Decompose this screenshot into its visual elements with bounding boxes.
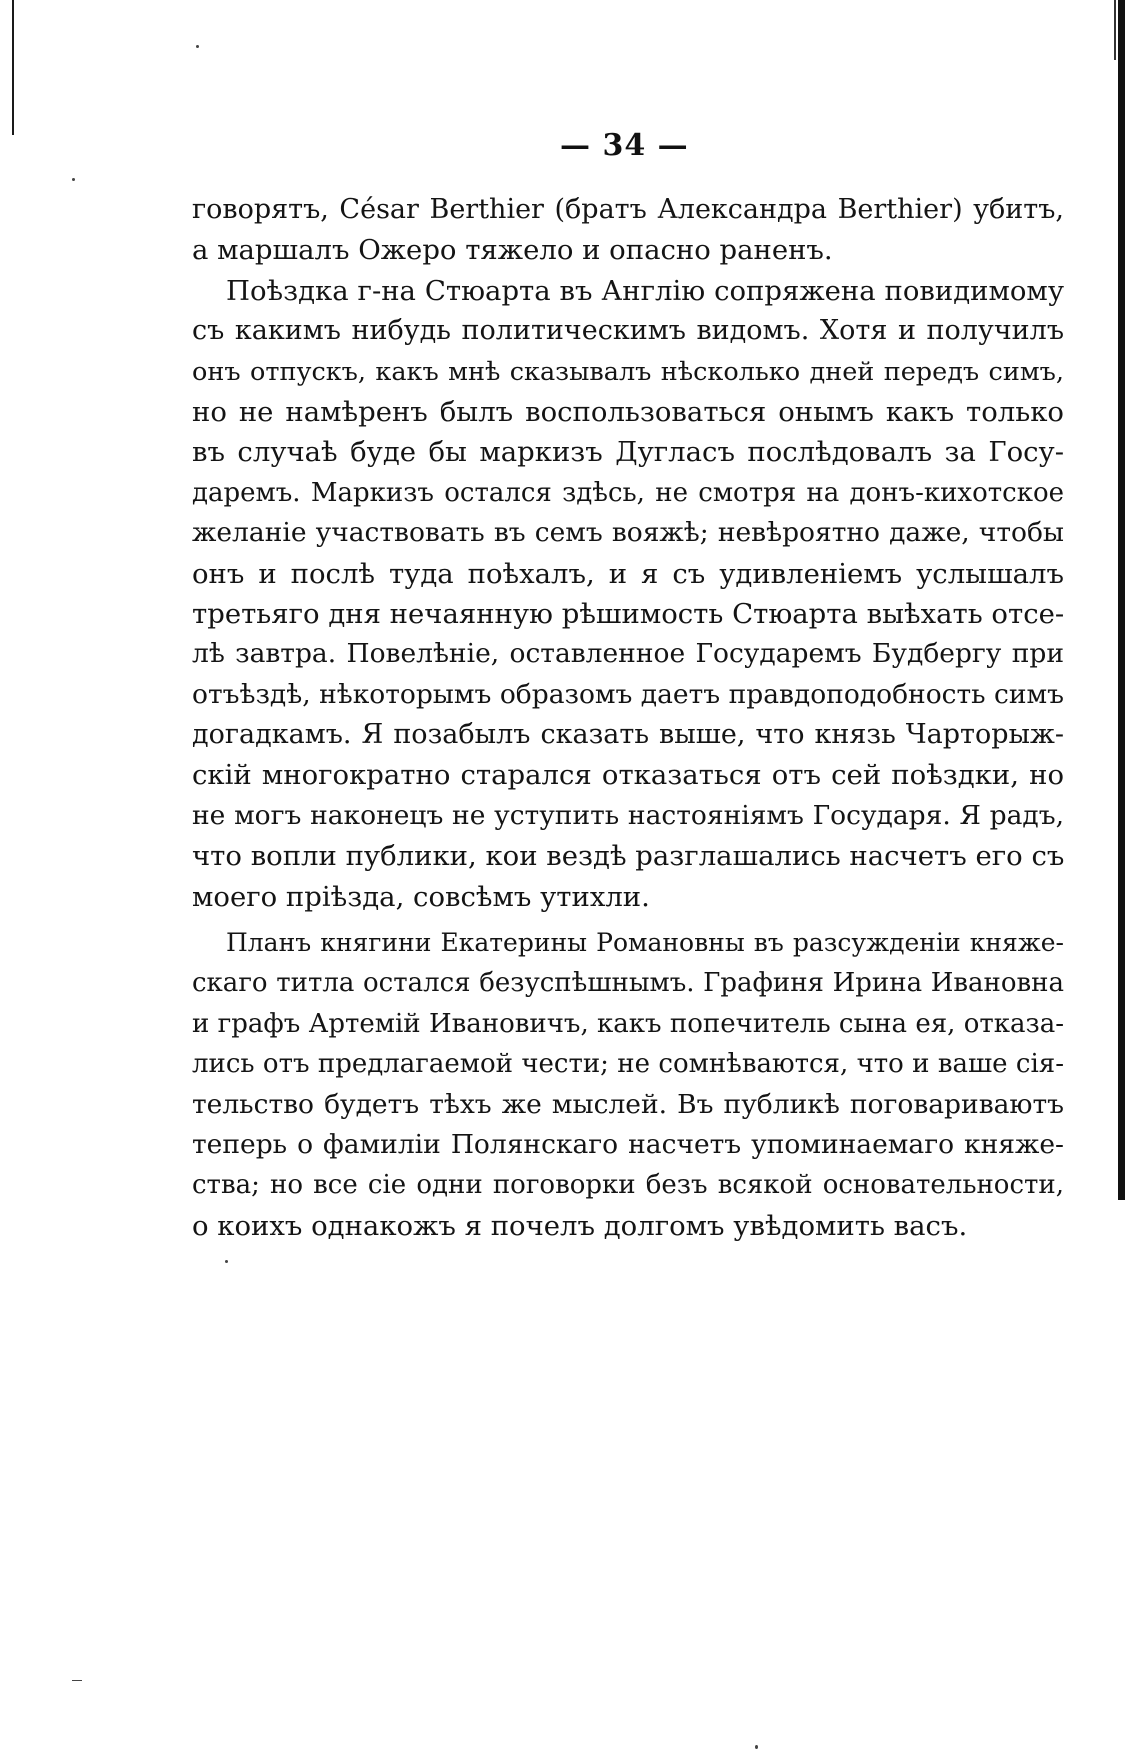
scan-edge-right-thin	[1114, 0, 1116, 60]
text-line: что вопли публики, кои вездѣ разглашались насчетъ его съ	[192, 840, 1065, 873]
scan-speck	[72, 1680, 82, 1681]
text-line: въ случаѣ буде бы маркизъ Дугласъ послѣдовалъ за Госу-	[192, 436, 1064, 469]
body-text	[192, 190, 1064, 1246]
text-line: съ какимъ нибудь политическимъ видомъ. Хотя и получилъ	[192, 315, 1064, 347]
text-line: даремъ. Маркизъ остался здѣсь, не смотря на донъ-кихотское	[192, 477, 1064, 508]
text-line: не могъ наконецъ не уступить настояніямъ Государя. Я радъ,	[192, 799, 1064, 831]
text-line: третьяго дня нечаянную рѣшимость Стюарта выѣхать отсе-	[192, 597, 1065, 630]
text-line: а маршалъ Ожеро тяжело и опасно раненъ.	[192, 234, 833, 267]
text-line: о коихъ однакожъ я почелъ долгомъ увѣдомить васъ.	[192, 1209, 968, 1242]
scan-edge-left	[12, 0, 14, 135]
paragraph	[192, 190, 1064, 271]
text-line: желаніе участвовать въ семъ вояжѣ; невѣроятно даже, чтобы	[192, 517, 1064, 549]
paragraph	[192, 923, 1064, 1246]
page-number: — 34 —	[560, 128, 689, 163]
text-line: Поѣздка г-на Стюарта въ Англію сопряжена повидимому	[226, 274, 1064, 307]
scan-edge-right	[1118, 0, 1125, 1200]
text-line: лись отъ предлагаемой чести; не сомнѣваются, что и ваше сія-	[192, 1049, 1064, 1080]
text-line: но не намѣренъ былъ воспользоваться онымъ какъ только	[192, 395, 1064, 428]
text-line: скій многократно старался отказаться отъ сей поѣздки, но	[192, 759, 1064, 792]
text-line: и графъ Артемій Ивановичъ, какъ попечитель сына ея, отказа-	[192, 1008, 1064, 1039]
text-line: тельство будетъ тѣхъ же мыслей. Въ публикѣ поговариваютъ	[192, 1088, 1064, 1120]
scan-speck	[72, 178, 75, 181]
text-line: Планъ княгини Екатерины Романовны въ разсужденіи княже-	[226, 928, 1064, 958]
text-line: скаго титла остался безуспѣшнымъ. Графиня Ирина Ивановна	[192, 968, 1064, 999]
text-line: онъ и послѣ туда поѣхалъ, и я съ удивленіемъ услышалъ	[192, 557, 1064, 590]
text-line: лѣ завтра. Повелѣніе, оставленное Государемъ Будбергу при	[192, 638, 1064, 670]
text-line: догадкамъ. Я позабылъ сказать выше, что князь Чарторыж-	[192, 719, 1064, 751]
text-line: онъ отпускъ, какъ мнѣ сказывалъ нѣсколько дней передъ симъ,	[192, 356, 1064, 387]
paragraph	[192, 271, 1064, 917]
text-line: говорятъ, César Berthier (братъ Александра Berthier) убитъ,	[192, 194, 1064, 225]
text-line: теперь о фамиліи Полянскаго насчетъ упоминаемаго княже-	[192, 1128, 1064, 1160]
text-line: моего пріѣзда, совсѣмъ утихли.	[192, 880, 650, 913]
text-line: отъѣздѣ, нѣкоторымъ образомъ даетъ правдоподобность симъ	[192, 678, 1064, 710]
scan-speck	[225, 1260, 228, 1263]
scan-speck	[755, 1745, 758, 1749]
scan-speck	[196, 45, 199, 48]
text-line: ства; но все сіе одни поговорки безъ всякой основательности,	[192, 1170, 1064, 1201]
